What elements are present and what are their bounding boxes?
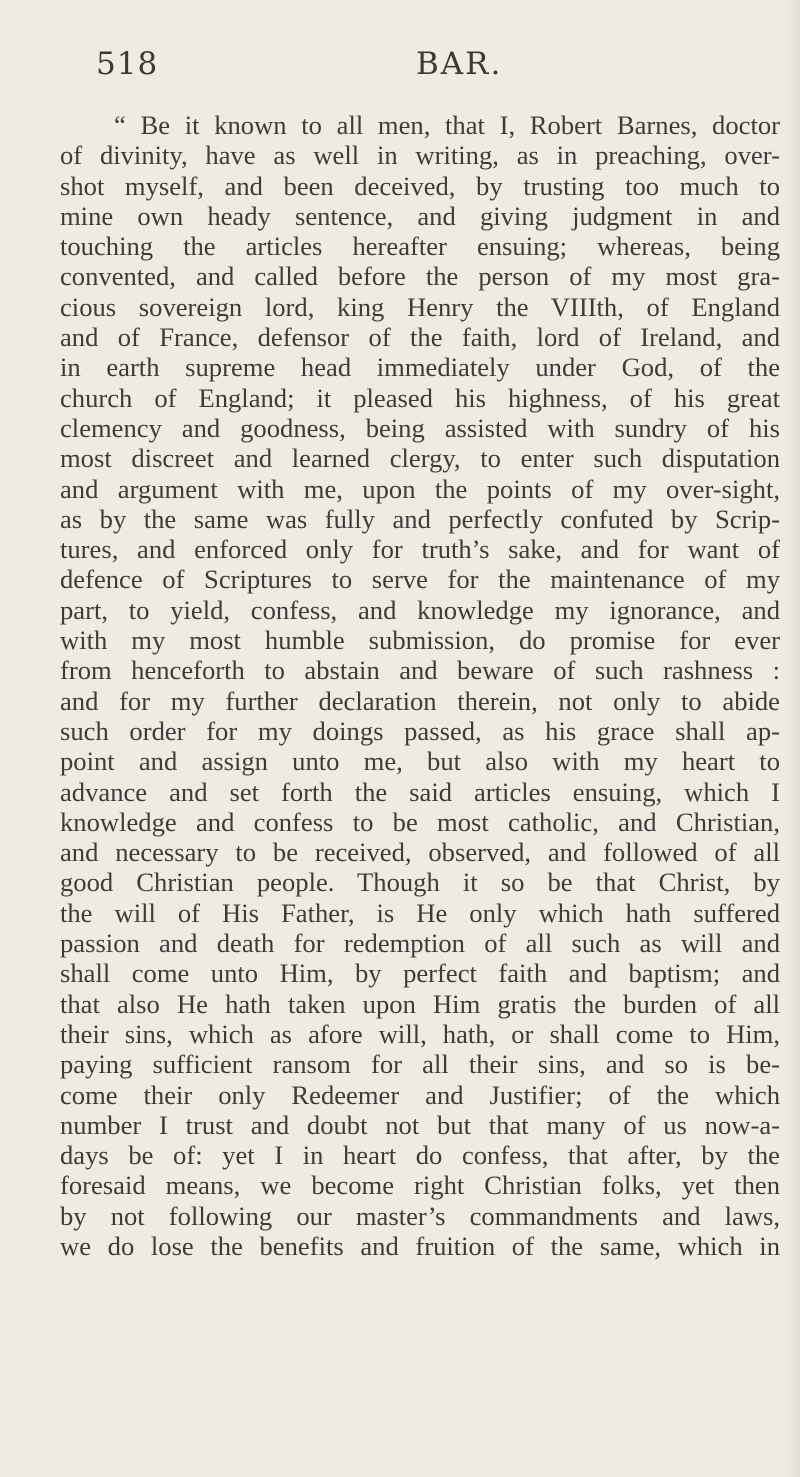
text-line: church of England; it pleased his highness, of his great bbox=[60, 382, 780, 413]
text-line: passion and death for redemption of all such as will and bbox=[60, 928, 780, 959]
text-line: and argument with me, upon the points of my over-sight, bbox=[60, 473, 780, 504]
text-line: and necessary to be received, observed, and followed of all bbox=[60, 837, 780, 868]
running-head: BAR. bbox=[416, 46, 503, 82]
text-line: foresaid means, we become right Christian folks, yet then bbox=[60, 1170, 780, 1201]
text-line: come their only Redeemer and Justifier; of the which bbox=[60, 1079, 780, 1110]
text-line: shall come unto Him, by perfect faith and baptism; and bbox=[60, 958, 780, 989]
text-line: knowledge and confess to be most catholic, and Christian, bbox=[60, 806, 780, 837]
text-line: point and assign unto me, but also with my heart to bbox=[60, 746, 780, 777]
text-line: of divinity, have as well in writing, as in preaching, over- bbox=[60, 140, 780, 171]
text-line: paying sufficient ransom for all their sins, and so is be- bbox=[60, 1049, 780, 1080]
text-line: we do lose the benefits and fruition of the same, which in bbox=[60, 1230, 780, 1261]
text-line: that also He hath taken upon Him gratis the burden of all bbox=[60, 988, 780, 1019]
page-number: 518 bbox=[96, 46, 159, 82]
text-line: days be of: yet I in heart do confess, that after, by the bbox=[60, 1140, 780, 1171]
text-line: good Christian people. Though it so be that Christ, by bbox=[60, 867, 780, 898]
text-line: part, to yield, confess, and knowledge my ignorance, and bbox=[60, 594, 780, 625]
text-line: “ Be it known to all men, that I, Robert Barnes, doctor bbox=[114, 110, 780, 140]
text-line: from henceforth to abstain and beware of such rashness : bbox=[60, 655, 780, 686]
text-line: the will of His Father, is He only which hath suffered bbox=[60, 897, 780, 928]
text-line: by not following our master’s commandments and laws, bbox=[60, 1200, 780, 1231]
text-line: defence of Scriptures to serve for the maintenance of my bbox=[60, 564, 780, 595]
text-line: with my most humble submission, do promise for ever bbox=[60, 625, 780, 656]
text-line: advance and set forth the said articles ensuing, which I bbox=[60, 776, 780, 807]
text-line: touching the articles hereafter ensuing; whereas, being bbox=[60, 231, 780, 262]
text-line: cious sovereign lord, king Henry the VIIIth, of England bbox=[60, 291, 780, 322]
text-line: mine own heady sentence, and giving judgment in and bbox=[60, 200, 780, 231]
text-line: as by the same was fully and perfectly confuted by Scrip- bbox=[60, 503, 780, 534]
text-line: and of France, defensor of the faith, lord of Ireland, and bbox=[60, 322, 780, 353]
text-line: and for my further declaration therein, not only to abide bbox=[60, 685, 780, 716]
text-line: tures, and enforced only for truth’s sake, and for want of bbox=[60, 534, 780, 565]
text-line: their sins, which as afore will, hath, or shall come to Him, bbox=[60, 1018, 780, 1049]
text-line: shot myself, and been deceived, by trusting too much to bbox=[60, 170, 780, 201]
text-line: clemency and goodness, being assisted with sundry of his bbox=[60, 412, 780, 443]
text-line: in earth supreme head immediately under God, of the bbox=[60, 352, 780, 383]
text-line: convented, and called before the person of my most gra- bbox=[60, 261, 780, 292]
text-line: such order for my doings passed, as his grace shall ap- bbox=[60, 715, 780, 746]
page-header bbox=[96, 46, 706, 90]
text-line: number I trust and doubt not but that many of us now-a- bbox=[60, 1109, 780, 1140]
page-edge-shadow bbox=[786, 0, 800, 1477]
body-text bbox=[60, 110, 780, 1261]
text-line: most discreet and learned clergy, to enter such disputation bbox=[60, 443, 780, 474]
